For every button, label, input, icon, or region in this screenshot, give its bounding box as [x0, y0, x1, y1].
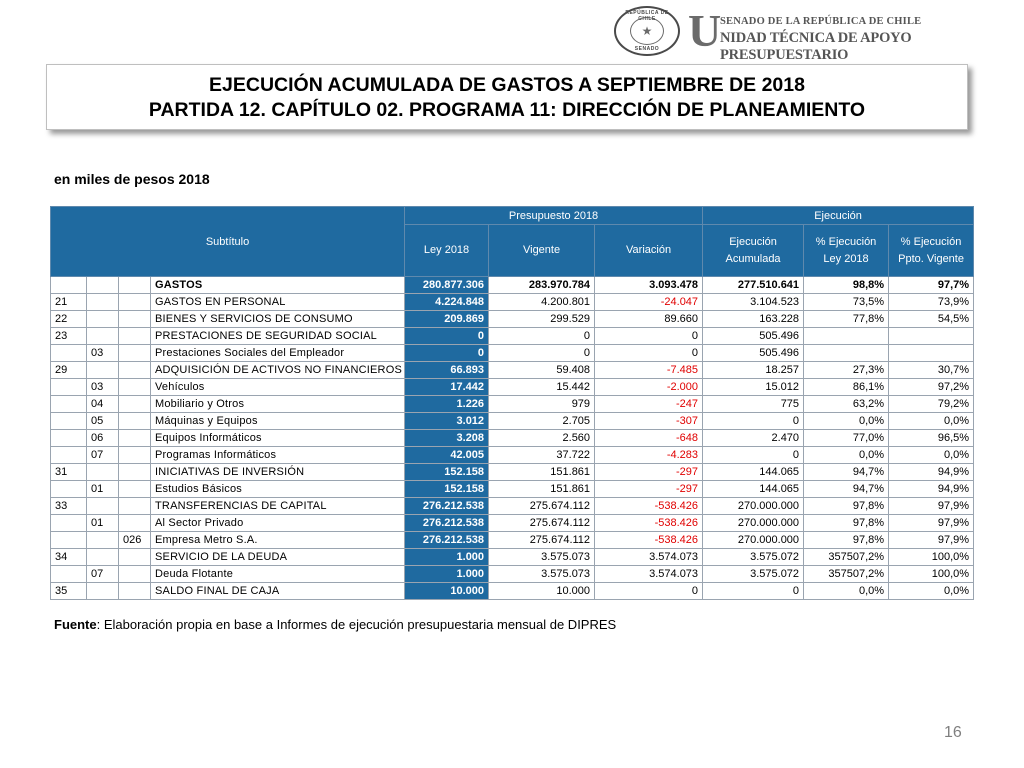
pct-vigente-cell: 94,9% [889, 481, 974, 498]
item-cell [87, 328, 119, 345]
denominacion-cell: PRESTACIONES DE SEGURIDAD SOCIAL [151, 328, 405, 345]
table-row [51, 498, 974, 515]
ejecucion-cell: 163.228 [703, 311, 804, 328]
header-variacion: Variación [595, 225, 703, 277]
item-cell [87, 583, 119, 600]
page-number: 16 [944, 724, 962, 741]
table-row [51, 464, 974, 481]
ejecucion-cell: 0 [703, 413, 804, 430]
pct-ley-cell: 94,7% [804, 481, 889, 498]
subtitulo-cell: 29 [51, 362, 87, 379]
denominacion-cell: Mobiliario y Otros [151, 396, 405, 413]
ley-cell: 3.012 [405, 413, 489, 430]
pct-vigente-cell: 94,9% [889, 464, 974, 481]
asignacion-cell: 026 [119, 532, 151, 549]
table-row [51, 430, 974, 447]
pct-ley-cell: 97,8% [804, 532, 889, 549]
denominacion-cell: Equipos Informáticos [151, 430, 405, 447]
seal-bottom-text: SENADO [634, 46, 660, 52]
variacion-cell: 3.093.478 [595, 277, 703, 294]
seal-top-text: REPÚBLICA DE CHILE [625, 10, 669, 22]
brand-name: NIDAD TÉCNICA DE APOYO PRESUPUESTARIO [720, 30, 912, 63]
variacion-cell: -7.485 [595, 362, 703, 379]
pct-vigente-cell: 0,0% [889, 447, 974, 464]
vigente-cell: 283.970.784 [489, 277, 595, 294]
ley-cell: 10.000 [405, 583, 489, 600]
subtitulo-cell: 34 [51, 549, 87, 566]
denominacion-cell: Al Sector Privado [151, 515, 405, 532]
ley-cell: 209.869 [405, 311, 489, 328]
denominacion-cell: Estudios Básicos [151, 481, 405, 498]
subtitulo-cell [51, 515, 87, 532]
item-cell [87, 294, 119, 311]
denominacion-cell: ADQUISICIÓN DE ACTIVOS NO FINANCIEROS [151, 362, 405, 379]
ley-cell: 276.212.538 [405, 515, 489, 532]
variacion-cell: -538.426 [595, 532, 703, 549]
table-row [51, 277, 974, 294]
ejecucion-cell: 144.065 [703, 464, 804, 481]
pct-vigente-cell [889, 345, 974, 362]
ejecucion-cell: 3.104.523 [703, 294, 804, 311]
ley-cell: 1.226 [405, 396, 489, 413]
vigente-cell: 0 [489, 345, 595, 362]
source-note [54, 617, 616, 632]
variacion-cell: 89.660 [595, 311, 703, 328]
asignacion-cell [119, 566, 151, 583]
brand-initial: U [688, 5, 722, 56]
asignacion-cell [119, 277, 151, 294]
pct-vigente-cell: 0,0% [889, 413, 974, 430]
pct-vigente-cell: 0,0% [889, 583, 974, 600]
vigente-cell: 275.674.112 [489, 515, 595, 532]
asignacion-cell [119, 294, 151, 311]
variacion-cell: -247 [595, 396, 703, 413]
variacion-cell: 0 [595, 328, 703, 345]
ley-cell: 1.000 [405, 566, 489, 583]
asignacion-cell [119, 549, 151, 566]
ley-cell: 152.158 [405, 481, 489, 498]
item-cell [87, 362, 119, 379]
units-label: en miles de pesos 2018 [54, 171, 210, 187]
variacion-cell: -297 [595, 464, 703, 481]
ejecucion-cell: 277.510.641 [703, 277, 804, 294]
table-row [51, 549, 974, 566]
denominacion-cell: Empresa Metro S.A. [151, 532, 405, 549]
table-row [51, 413, 974, 430]
pct-vigente-cell: 73,9% [889, 294, 974, 311]
header-pct-ley-line2: Ley 2018 [823, 252, 869, 265]
table-row [51, 379, 974, 396]
pct-ley-cell: 0,0% [804, 447, 889, 464]
ejecucion-cell: 270.000.000 [703, 498, 804, 515]
header-ejecucion-group: Ejecución [703, 207, 974, 225]
header-presupuesto-group: Presupuesto 2018 [405, 207, 703, 225]
table-row [51, 362, 974, 379]
item-cell [87, 532, 119, 549]
pct-vigente-cell: 96,5% [889, 430, 974, 447]
ley-cell: 276.212.538 [405, 498, 489, 515]
denominacion-cell: SERVICIO DE LA DEUDA [151, 549, 405, 566]
source-text: : Elaboración propia en base a Informes de ejecución presupuestaria mensual de DIPRES [96, 617, 617, 632]
pct-ley-cell: 73,5% [804, 294, 889, 311]
ejecucion-cell: 0 [703, 447, 804, 464]
header-pct-ley [804, 225, 889, 277]
subtitulo-cell: 23 [51, 328, 87, 345]
table-row [51, 481, 974, 498]
vigente-cell: 59.408 [489, 362, 595, 379]
ley-cell: 0 [405, 328, 489, 345]
variacion-cell: 0 [595, 345, 703, 362]
vigente-cell: 3.575.073 [489, 566, 595, 583]
denominacion-cell: Prestaciones Sociales del Empleador [151, 345, 405, 362]
variacion-cell: -648 [595, 430, 703, 447]
table-body [51, 277, 974, 600]
asignacion-cell [119, 362, 151, 379]
subtitulo-cell: 35 [51, 583, 87, 600]
header-ley: Ley 2018 [405, 225, 489, 277]
asignacion-cell [119, 311, 151, 328]
pct-vigente-cell: 54,5% [889, 311, 974, 328]
pct-ley-cell: 27,3% [804, 362, 889, 379]
pct-ley-cell: 97,8% [804, 515, 889, 532]
table-row [51, 583, 974, 600]
denominacion-cell: GASTOS EN PERSONAL [151, 294, 405, 311]
asignacion-cell [119, 447, 151, 464]
item-cell: 01 [87, 481, 119, 498]
pct-ley-cell: 98,8% [804, 277, 889, 294]
header-ejec-acum-line2: Acumulada [725, 252, 781, 265]
asignacion-cell [119, 464, 151, 481]
ley-cell: 66.893 [405, 362, 489, 379]
pct-vigente-cell: 97,2% [889, 379, 974, 396]
header-vigente: Vigente [489, 225, 595, 277]
ley-cell: 280.877.306 [405, 277, 489, 294]
asignacion-cell [119, 498, 151, 515]
item-cell: 04 [87, 396, 119, 413]
ejecucion-cell: 144.065 [703, 481, 804, 498]
header-subtitulo: Subtítulo [51, 207, 405, 277]
pct-ley-cell: 357507,2% [804, 549, 889, 566]
ejecucion-cell: 505.496 [703, 328, 804, 345]
ejecucion-cell: 505.496 [703, 345, 804, 362]
pct-vigente-cell: 97,9% [889, 532, 974, 549]
ejecucion-cell: 3.575.072 [703, 549, 804, 566]
item-cell: 03 [87, 379, 119, 396]
ley-cell: 276.212.538 [405, 532, 489, 549]
subtitulo-cell [51, 430, 87, 447]
header-ejec-acum-line1: Ejecución [729, 235, 777, 248]
pct-vigente-cell: 100,0% [889, 566, 974, 583]
header-pct-ley-line1: % Ejecución [815, 235, 877, 248]
denominacion-cell: BIENES Y SERVICIOS DE CONSUMO [151, 311, 405, 328]
item-cell: 03 [87, 345, 119, 362]
asignacion-cell [119, 396, 151, 413]
budget-table [50, 206, 974, 600]
ley-cell: 0 [405, 345, 489, 362]
subtitulo-cell [51, 413, 87, 430]
vigente-cell: 15.442 [489, 379, 595, 396]
source-label: Fuente [54, 617, 97, 632]
item-cell: 07 [87, 447, 119, 464]
ley-cell: 3.208 [405, 430, 489, 447]
denominacion-cell: Máquinas y Equipos [151, 413, 405, 430]
pct-ley-cell: 97,8% [804, 498, 889, 515]
variacion-cell: 0 [595, 583, 703, 600]
title-box [46, 64, 968, 130]
ejecucion-cell: 2.470 [703, 430, 804, 447]
variacion-cell: -2.000 [595, 379, 703, 396]
pct-vigente-cell: 97,9% [889, 498, 974, 515]
table-row [51, 294, 974, 311]
table-row [51, 566, 974, 583]
pct-vigente-cell: 97,7% [889, 277, 974, 294]
vigente-cell: 151.861 [489, 464, 595, 481]
item-cell [87, 277, 119, 294]
pct-vigente-cell: 97,9% [889, 515, 974, 532]
pct-ley-cell: 94,7% [804, 464, 889, 481]
pct-ley-cell: 77,8% [804, 311, 889, 328]
item-cell [87, 311, 119, 328]
variacion-cell: 3.574.073 [595, 549, 703, 566]
denominacion-cell: SALDO FINAL DE CAJA [151, 583, 405, 600]
ejecucion-cell: 3.575.072 [703, 566, 804, 583]
ejecucion-cell: 18.257 [703, 362, 804, 379]
table-row [51, 447, 974, 464]
subtitulo-cell: 33 [51, 498, 87, 515]
ejecucion-cell: 15.012 [703, 379, 804, 396]
variacion-cell: -538.426 [595, 498, 703, 515]
vigente-cell: 10.000 [489, 583, 595, 600]
item-cell: 07 [87, 566, 119, 583]
ley-cell: 17.442 [405, 379, 489, 396]
ejecucion-cell: 270.000.000 [703, 515, 804, 532]
ejecucion-cell: 775 [703, 396, 804, 413]
header-ejecucion-acumulada [703, 225, 804, 277]
vigente-cell: 979 [489, 396, 595, 413]
asignacion-cell [119, 328, 151, 345]
denominacion-cell: Vehículos [151, 379, 405, 396]
pct-ley-cell: 63,2% [804, 396, 889, 413]
subtitulo-cell [51, 396, 87, 413]
denominacion-cell: Deuda Flotante [151, 566, 405, 583]
vigente-cell: 2.560 [489, 430, 595, 447]
pct-vigente-cell: 30,7% [889, 362, 974, 379]
denominacion-cell: Programas Informáticos [151, 447, 405, 464]
asignacion-cell [119, 345, 151, 362]
vigente-cell: 275.674.112 [489, 498, 595, 515]
variacion-cell: -297 [595, 481, 703, 498]
pct-ley-cell [804, 328, 889, 345]
table-row [51, 532, 974, 549]
asignacion-cell [119, 379, 151, 396]
vigente-cell: 2.705 [489, 413, 595, 430]
ejecucion-cell: 270.000.000 [703, 532, 804, 549]
vigente-cell: 37.722 [489, 447, 595, 464]
header-pct-vig-line2: Ppto. Vigente [898, 252, 964, 265]
senado-seal-logo [614, 6, 680, 56]
subtitulo-cell [51, 447, 87, 464]
vigente-cell: 4.200.801 [489, 294, 595, 311]
table-row [51, 328, 974, 345]
asignacion-cell [119, 583, 151, 600]
pct-ley-cell: 0,0% [804, 413, 889, 430]
variacion-cell: -538.426 [595, 515, 703, 532]
variacion-cell: -307 [595, 413, 703, 430]
coat-of-arms-icon: ★ [630, 17, 664, 45]
vigente-cell: 299.529 [489, 311, 595, 328]
title-line-2: PARTIDA 12. CAPÍTULO 02. PROGRAMA 11: DIRECCIÓN DE PLANEAMIENTO [148, 99, 866, 121]
subtitulo-cell [51, 277, 87, 294]
denominacion-cell: TRANSFERENCIAS DE CAPITAL [151, 498, 405, 515]
table-row [51, 345, 974, 362]
asignacion-cell [119, 430, 151, 447]
item-cell [87, 549, 119, 566]
subtitulo-cell [51, 532, 87, 549]
subtitulo-cell [51, 345, 87, 362]
variacion-cell: -4.283 [595, 447, 703, 464]
brand-subtitle: SENADO DE LA REPÚBLICA DE CHILE [720, 16, 922, 27]
table-row [51, 515, 974, 532]
denominacion-cell: INICIATIVAS DE INVERSIÓN [151, 464, 405, 481]
pct-vigente-cell: 79,2% [889, 396, 974, 413]
vigente-cell: 3.575.073 [489, 549, 595, 566]
asignacion-cell [119, 515, 151, 532]
item-cell: 05 [87, 413, 119, 430]
title-line-1: EJECUCIÓN ACUMULADA DE GASTOS A SEPTIEMBRE DE 2018 [209, 74, 805, 96]
ley-cell: 152.158 [405, 464, 489, 481]
item-cell: 06 [87, 430, 119, 447]
subtitulo-cell: 31 [51, 464, 87, 481]
pct-ley-cell [804, 345, 889, 362]
subtitulo-cell: 22 [51, 311, 87, 328]
item-cell: 01 [87, 515, 119, 532]
ley-cell: 4.224.848 [405, 294, 489, 311]
pct-ley-cell: 0,0% [804, 583, 889, 600]
header-pct-vig-line1: % Ejecución [900, 235, 962, 248]
subtitulo-cell [51, 379, 87, 396]
table-row [51, 396, 974, 413]
pct-ley-cell: 357507,2% [804, 566, 889, 583]
pct-ley-cell: 77,0% [804, 430, 889, 447]
ejecucion-cell: 0 [703, 583, 804, 600]
variacion-cell: 3.574.073 [595, 566, 703, 583]
pct-ley-cell: 86,1% [804, 379, 889, 396]
ley-cell: 42.005 [405, 447, 489, 464]
pct-vigente-cell: 100,0% [889, 549, 974, 566]
vigente-cell: 275.674.112 [489, 532, 595, 549]
subtitulo-cell [51, 481, 87, 498]
vigente-cell: 0 [489, 328, 595, 345]
pct-vigente-cell [889, 328, 974, 345]
asignacion-cell [119, 413, 151, 430]
header-pct-vigente [889, 225, 974, 277]
vigente-cell: 151.861 [489, 481, 595, 498]
item-cell [87, 498, 119, 515]
subtitulo-cell [51, 566, 87, 583]
asignacion-cell [119, 481, 151, 498]
subtitulo-cell: 21 [51, 294, 87, 311]
variacion-cell: -24.047 [595, 294, 703, 311]
ley-cell: 1.000 [405, 549, 489, 566]
item-cell [87, 464, 119, 481]
table-row [51, 311, 974, 328]
denominacion-cell: GASTOS [151, 277, 405, 294]
